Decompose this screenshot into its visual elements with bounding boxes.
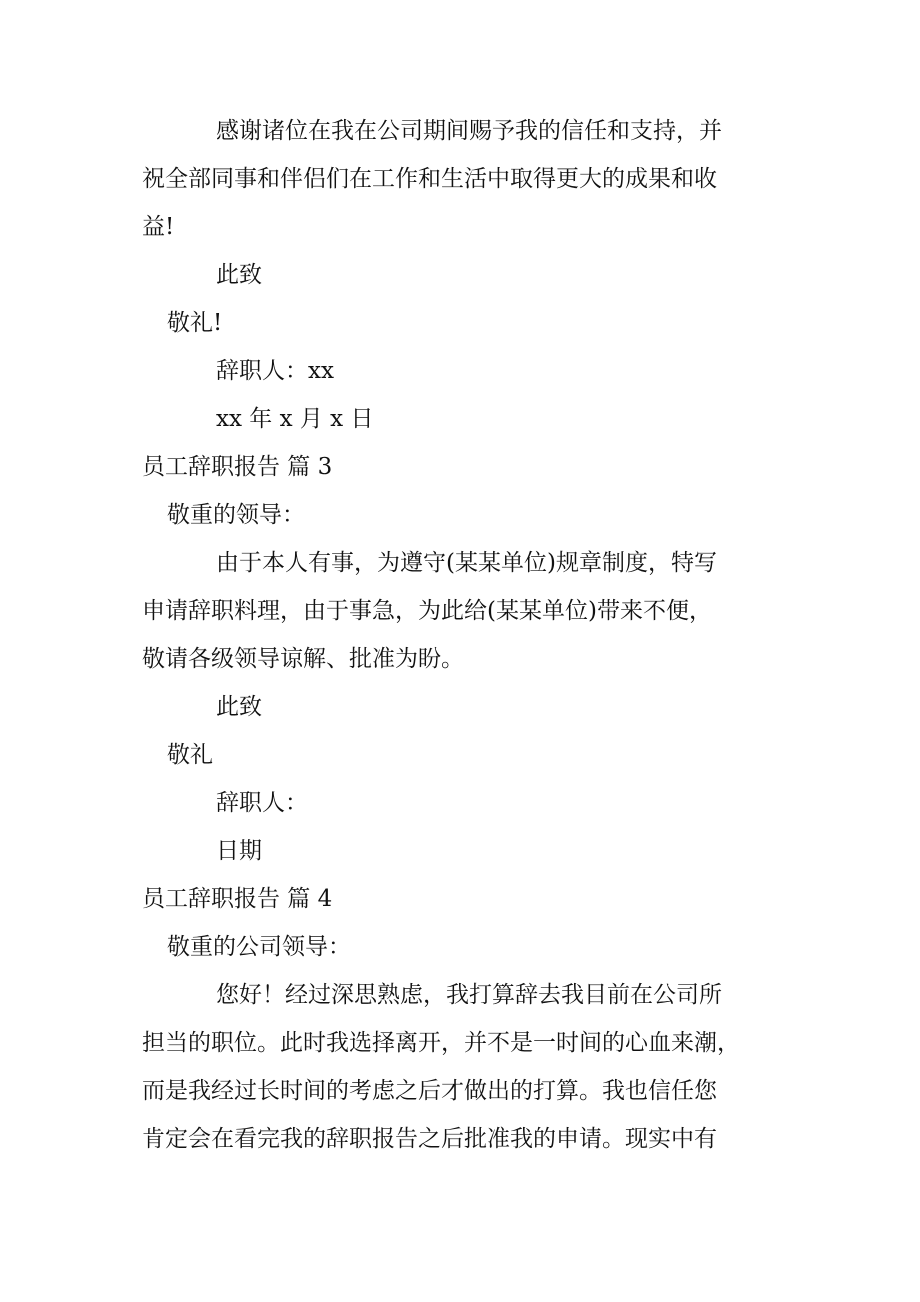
paragraph-line: 您好！经过深思熟虑，我打算辞去我目前在公司所: [216, 982, 722, 1008]
section-heading: 员工辞职报告 篇 4: [142, 886, 333, 912]
paragraph-line: 敬请各级领导谅解、批准为盼。: [142, 646, 464, 672]
text-line: 敬重的领导：: [167, 502, 305, 528]
paragraph-line: 担当的职位。此时我选择离开，并不是一时间的心血来潮，: [142, 1030, 740, 1056]
text-line: 辞职人：xx: [216, 358, 334, 384]
body-paragraph: [142, 971, 782, 1163]
body-paragraph: [142, 107, 782, 251]
paragraph-line: 由于本人有事，为遵守(某某单位)规章制度，特写: [216, 550, 717, 576]
text-line: xx 年 x 月 x 日: [216, 406, 374, 432]
text-line: 此致: [216, 262, 262, 288]
text-line: 敬重的公司领导：: [167, 934, 351, 960]
section-heading: 员工辞职报告 篇 3: [142, 454, 333, 480]
text-line: 此致: [216, 694, 262, 720]
paragraph-line: 肯定会在看完我的辞职报告之后批准我的申请。现实中有: [142, 1126, 717, 1152]
paragraph-line: 感谢诸位在我在公司期间赐予我的信任和支持，并: [216, 118, 722, 144]
text-line: 日期: [216, 838, 262, 864]
text-line: 敬礼: [167, 742, 213, 768]
paragraph-line: 而是我经过长时间的考虑之后才做出的打算。我也信任您: [142, 1078, 717, 1104]
text-line: 辞职人：: [216, 790, 308, 816]
body-paragraph: [142, 539, 782, 683]
paragraph-line: 祝全部同事和伴侣们在工作和生活中取得更大的成果和收: [142, 166, 717, 192]
text-line: 敬礼!: [167, 310, 223, 336]
paragraph-line: 申请辞职料理，由于事急，为此给(某某单位)带来不便，: [142, 598, 712, 624]
paragraph-line: 益!: [142, 214, 175, 240]
document-body: [142, 107, 782, 1163]
